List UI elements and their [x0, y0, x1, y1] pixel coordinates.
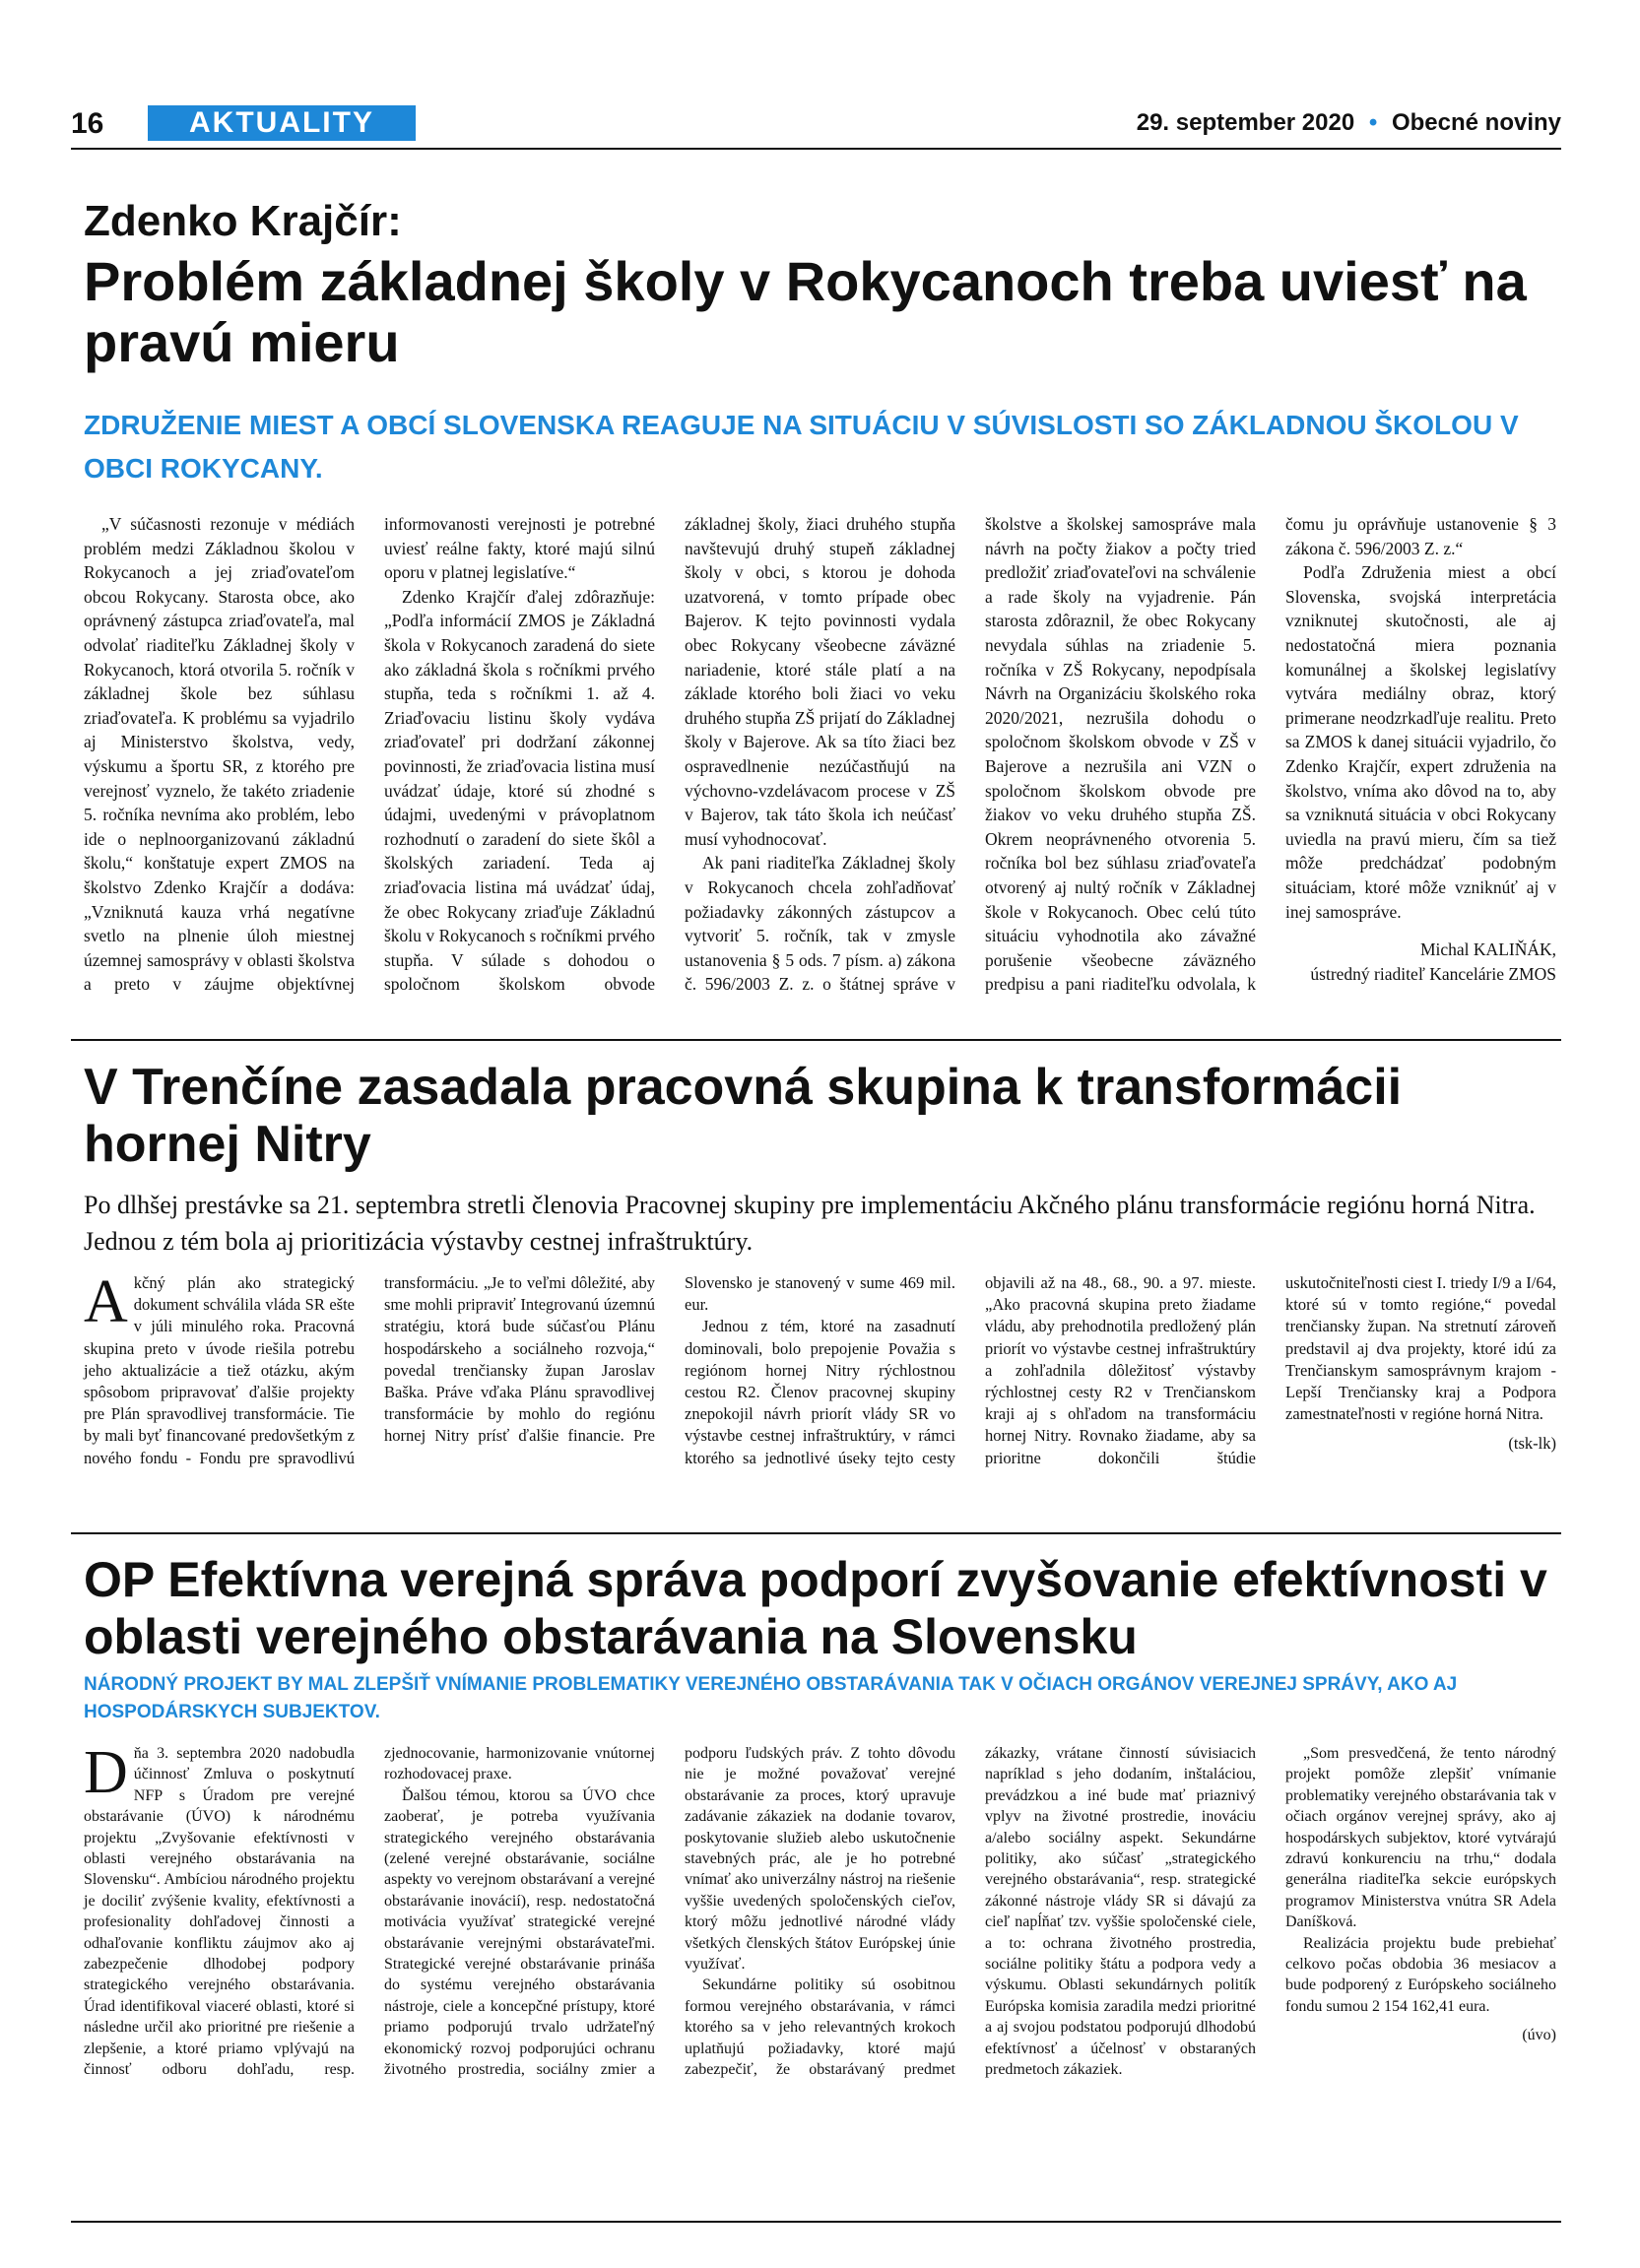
dropcap: D [84, 1739, 128, 1806]
article3-byline: (úvo) [1522, 2027, 1556, 2044]
divider [71, 1039, 1561, 1041]
article3-lead: NÁRODNÝ PROJEKT BY MAL ZLEPŠIŤ VNÍMANIE PROBLEMATIKY VEREJNÉHO OBSTARÁVANIA TAK V OČIACH ORGÁNOV VEREJNEJ SPRÁVY, AKO AJ HOSPODÁRSKYCH SUBJEKTOV. [84, 1674, 1458, 1722]
section-label: AKTUALITY [148, 105, 416, 141]
divider [71, 2221, 1561, 2223]
article1-kicker: Zdenko Krajčír: [84, 197, 402, 245]
article1-paragraph: „V súčasnosti rezonuje v médiách problém medzi Základnou školou v Rokycanoch a jej zriaďovateľom obcou Rokycany. Starosta obce, ako oprávnený zástupca zriaďovateľa, mal odvolať riaditeľku Základnej školy v Rokycanoch, ktorá otvorila 5. ročník v základnej škole bez súhlasu zriaďovateľa. K problému sa vyjadrilo aj Ministerstvo školstva, vedy, výskumu a športu SR, z ktorého pre verejnosť vyznelo, že takéto zriadenie 5. ročníka nevníma ako problém, lebo ide o neplnoorganizovanú základnú školu,“ konštatuje expert ZMOS na školstvo Zdenko Krajčír a dodáva: „Vzniknutá kauza vrhá negatívne svetlo na plnenie úloh miestnej územnej samosprávy v oblasti školstva a preto v záujme objektívnej informovanosti verejnosti je potrebné uviesť reálne fakty, ktoré majú silnú oporu v platnej legislatíve.“ [84, 514, 655, 995]
article1-signature-role: ústredný riaditeľ Kancelárie ZMOS [1310, 963, 1556, 984]
article3-paragraph: Ďalšou témou, ktorou sa ÚVO chce zaoberať, je potreba využívania strategického verejného obstarávania (zelené verejné obstarávanie, sociálne aspekty vo verejnom obstarávaní a verejné obstarávanie inovácií), resp. nedostatočná motivácia využívať strategické verejné obstarávanie verejnými obstarávateľmi. Strategické verejné obstarávanie prináša do systému verejného obstarávania nástroje, ciele a koncepčné prístupy, ktoré priamo podporujú trvalo udržateľný ekonomický rozvoj podporujúci ochranu životného prostredia, sociálny zmier a podporu ľudských práv. Z tohto dôvodu nie je možné považovať verejné obstarávanie za proces, ktorý upravuje zadávanie zákaziek na dodanie tovarov, poskytovanie služieb alebo uskutočnenie stavebných prác, ale je ho potrebné vnímať ako univerzálny nástroj na riešenie vyššie uvedených spoločenských cieľov, ktorý môžu jednotlivé národné vlády všetkých členských štátov Európskej únie využívať. [384, 1745, 955, 2079]
article3-paragraph: Realizácia projektu bude prebiehať celkovo počas obdobia 36 mesiacov a bude podporený z Európskeho sociálneho fondu sumou 2 154 162,41 eura. [1285, 1934, 1556, 2015]
article3-body [84, 1739, 1556, 2206]
article1-paragraph: Zdenko Krajčír ďalej zdôrazňuje: „Podľa informácií ZMOS je Základná škola v Rokycanoch zaradená do siete ako základná škola s ročníkmi prvého stupňa, teda s ročníkmi 1. až 4. Zriaďovaciu listinu školy vydáva zriaďovateľ pri dodržaní zákonnej povinnosti, že zriaďovacia listina musí uvádzať údaje, ktoré sú zhodné s údajmi, uvedenými v právoplatnom rozhodnutí o zaradení do siete škôl a školských zariadení. Teda aj zriaďovacia listina má uvádzať údaj, že obec Rokycany zriaďuje Základnú školu v Rokycanoch s ročníkmi prvého stupňa. V súlade s dohodou o spoločnom školskom obvode základnej školy, žiaci druhého stupňa navštevujú druhý stupeň základnej školy v obci, s ktorou je dohoda uzatvorená, v tomto prípade obec Bajerov. K tejto povinnosti vydala obec Rokycany všeobecne záväzné nariadenie, ktoré stále platí a na základe ktorého boli žiaci vo veku druhého stupňa ZŠ prijatí do Základnej školy v Bajerove. Ak sa títo žiaci bez ospravedlnenie nezúčastňujú na výchovno-vzdelávacom procese v ZŠ v Bajerov, tak táto škola ich neúčasť musí vyhodnocovať. [384, 514, 955, 995]
header-rule [71, 148, 1561, 150]
article1-title: Problém základnej školy v Rokycanoch treba uviesť na pravú mieru [84, 250, 1527, 373]
article2-lead: Po dlhšej prestávke sa 21. septembra stretli členovia Pracovnej skupiny pre implementáciu Akčného plánu transformácie regiónu horná Nitra. Jednou z tém bola aj prioritizácia výstavby cestnej infraštruktúry. [84, 1191, 1536, 1256]
article1-body [84, 512, 1556, 1024]
article3-paragraph-text: ňa 3. septembra 2020 nadobudla účinnosť Zmluva o poskytnutí NFP s Úradom pre verejné obstarávanie (ÚVO) k národnému projektu „Zvyšovanie efektívnosti v oblasti verejného obstarávania na Slovensku“. Ambíciou národného projektu je dociliť zvýšenie kvality, efektívnosti a profesionality dohľadovej činnosti a odhaľovanie konfliktu záujmov ako aj zabezpečenie dlhodobej podpory strategického verejného obstarávania. Úrad identifikoval viaceré oblasti, ktoré si následne určil ako prioritné pre riešenie a zlepšenie, a ktoré priamo vplývajú na činnosť odboru dohľadu, resp. zjednocovanie, harmonizovanie vnútornej rozhodovacej praxe. [84, 1745, 655, 2079]
article3-title: OP Efektívna verejná správa podporí zvyšovanie efektívnosti v oblasti verejného obstarávania na Slovensku [84, 1552, 1547, 1664]
dropcap: A [84, 1268, 128, 1335]
article1-lead: ZDRUŽENIE MIEST A OBCÍ SLOVENSKA REAGUJE NA SITUÁCIU V SÚVISLOSTI SO ZÁKLADNOU ŠKOLOU V OBCI ROKYCANY. [84, 410, 1519, 484]
article3-paragraph: „Som presvedčená, že tento národný projekt pomôže zlepšiť vnímanie problematiky verejného obstarávania tak v očiach orgánov verejnej správy, ako aj hospodárskych subjektov, ktoré vytvárajú zdravú konkurenciu na trhu,“ dodala generálna riaditeľka sekcie európskych programov Ministerstva vnútra SR Adela Daníšková. [1285, 1745, 1556, 1931]
article2-paragraph-text: kčný plán ako strategický dokument schválila vláda SR ešte v júli minulého roka. Pracovná skupina preto v úvode riešila potrebu jeho aktualizácie a tiež otázku, akým spôsobom pripravovať ďalšie projekty pre Plán spravodlivej transformácie. Tie by mali byť financované predovšetkým z nového fondu - Fondu pre spravodlivú transformáciu. „Je to veľmi dôležité, aby sme mohli pripraviť Integrovanú územnú stratégiu, ktorá bude súčasťou Plánu hospodárskeho a sociálneho rozvoja,“ povedal trenčiansky župan Jaroslav Baška. Práve vďaka Plánu spravodlivej transformácie by mohlo do regiónu hornej Nitry prísť ďalšie financie. Pre Slovensko je stanovený v sume 469 mil. eur. [84, 1273, 955, 1467]
article2-body [84, 1268, 1556, 1519]
issue-date: 29. september 2020 [1136, 109, 1355, 136]
article2-paragraph: Jednou z tém, ktoré na zasadnutí dominovali, bolo prepojenie Považia s regiónom hornej Nitry rýchlostnou cestou R2. Členov pracovnej skupiny znepokojil návrh priorít vlády SR vo výstavbe cestnej infraštruktúry, v rámci ktorého sa jednotlivé úseky tejto cesty objavili až na 48., 68., 90. a 97. mieste. „Ako pracovná skupina preto žiadame vládu, aby prehodnotila predložený plán priorít vo výstavbe cestnej infraštruktúry a zohľadnila dôležitosť výstavby rýchlostnej cesty R2 v Trenčianskom kraji aj s ohľadom na transformáciu hornej Nitry. Rovnako žiadame, aby sa prioritne dokončili štúdie uskutočniteľnosti ciest I. triedy I/9 a I/64, ktoré sú v tomto regióne,“ povedal trenčiansky župan. Na stretnutí zároveň predstavil aj dva projekty, ktoré idú za Trenčianskym samosprávnym krajom - Lepší Trenčiansky kraj a Podpora zamestnateľnosti v regióne horná Nitra. [685, 1273, 1556, 1467]
article3-paragraph: Sekundárne politiky sú osobitnou formou verejného obstarávania, v rámci ktorého sa v jeho relevantných krokoch uplatňujú požiadavky, ktoré majú zabezpečiť, že obstarávaný predmet zákazky, vrátane činností súvisiacich napríklad s jeho dodaním, inštaláciou, prevádzkou a iné bude mať priaznivý vplyv na životné prostredie, inováciu a/alebo sociálny aspekt. Sekundárne politiky, ako súčasť „strategického verejného obstarávania“, resp. strategické zákonné nástroje vlády SR si dávajú za cieľ napĺňať tzv. vyššie spoločenské ciele, a to: ochrana životného prostredia, sociálne politiky štátu a podpora vedy a výskumu. Oblasti sekundárnych politík Európska komisia zaradila medzi prioritné a aj svojou podstatou podporujú dlhodobú efektívnosť a účelnosť v obstaraných predmetoch zákaziek. [685, 1745, 1256, 2079]
article1-signature-name: Michal KALIŇÁK, [1419, 940, 1556, 960]
header-meta [1137, 109, 1561, 137]
page-header [71, 105, 1561, 141]
article1-paragraph: Podľa Združenia miest a obcí Slovenska, svojská interpretácia vzniknutej skutočnosti, ale aj nedostatočná miera poznania komunálnej a školskej legislatívy vytvára mediálny obraz, ktorý primerane neodzrkadľuje realitu. Preto sa ZMOS k danej situácii vyjadrilo, čo Zdenko Krajčír, expert združenia na školstvo, vníma ako dôvod na to, aby sa vzniknutá situácia v obci Rokycany uviedla na pravú mieru, čím sa tiež môže predchádzať podobným situáciam, ktoré môže vzniknúť aj v inej samospráve. [1285, 562, 1556, 922]
separator-dot: • [1368, 109, 1378, 136]
article2-title: V Trenčíne zasadala pracovná skupina k transformácii hornej Nitry [84, 1059, 1403, 1173]
article1-paragraph: Ak pani riaditeľka Základnej školy v Rokycanoch chcela zohľadňovať požiadavky zákonných zástupcov a vytvoriť 5. ročník, tak v zmysle ustanovenia § 5 ods. 7 písm. a) zákona č. 596/2003 Z. z. o štátnej správe v školstve a školskej samospráve mala návrh na počty žiakov a počty tried predložiť zriaďovateľovi na schválenie a rade školy na vyjadrenie. Pán starosta zdôraznil, že obec Rokycany nevydala súhlas na zriadenie 5. ročníka v ZŠ Rokycany, nepodpísala Návrh na Organizáciu školského roka 2020/2021, nezrušila dohodu o spoločnom školskom obvode v ZŠ v Bajerove a nezrušila ani VZN o spoločnom školskom obvode pre žiakov vo veku druhého stupňa ZŠ. Okrem neoprávneného otvorenia 5. ročníka bol bez súhlasu zriaďovateľa otvorený aj nultý ročník v Základnej škole v Rokycanoch. Obec celú túto situáciu vyhodnotila ako závažné porušenie všeobecne záväzného predpisu a pani riaditeľku odvolala, k čomu ju oprávňuje ustanovenie § 3 zákona č. 596/2003 Z. z.“ [685, 514, 1556, 995]
divider [71, 1532, 1561, 1534]
publication-name: Obecné noviny [1391, 109, 1561, 136]
page-number: 16 [71, 107, 104, 140]
article2-byline: (tsk-lk) [1508, 1434, 1556, 1454]
